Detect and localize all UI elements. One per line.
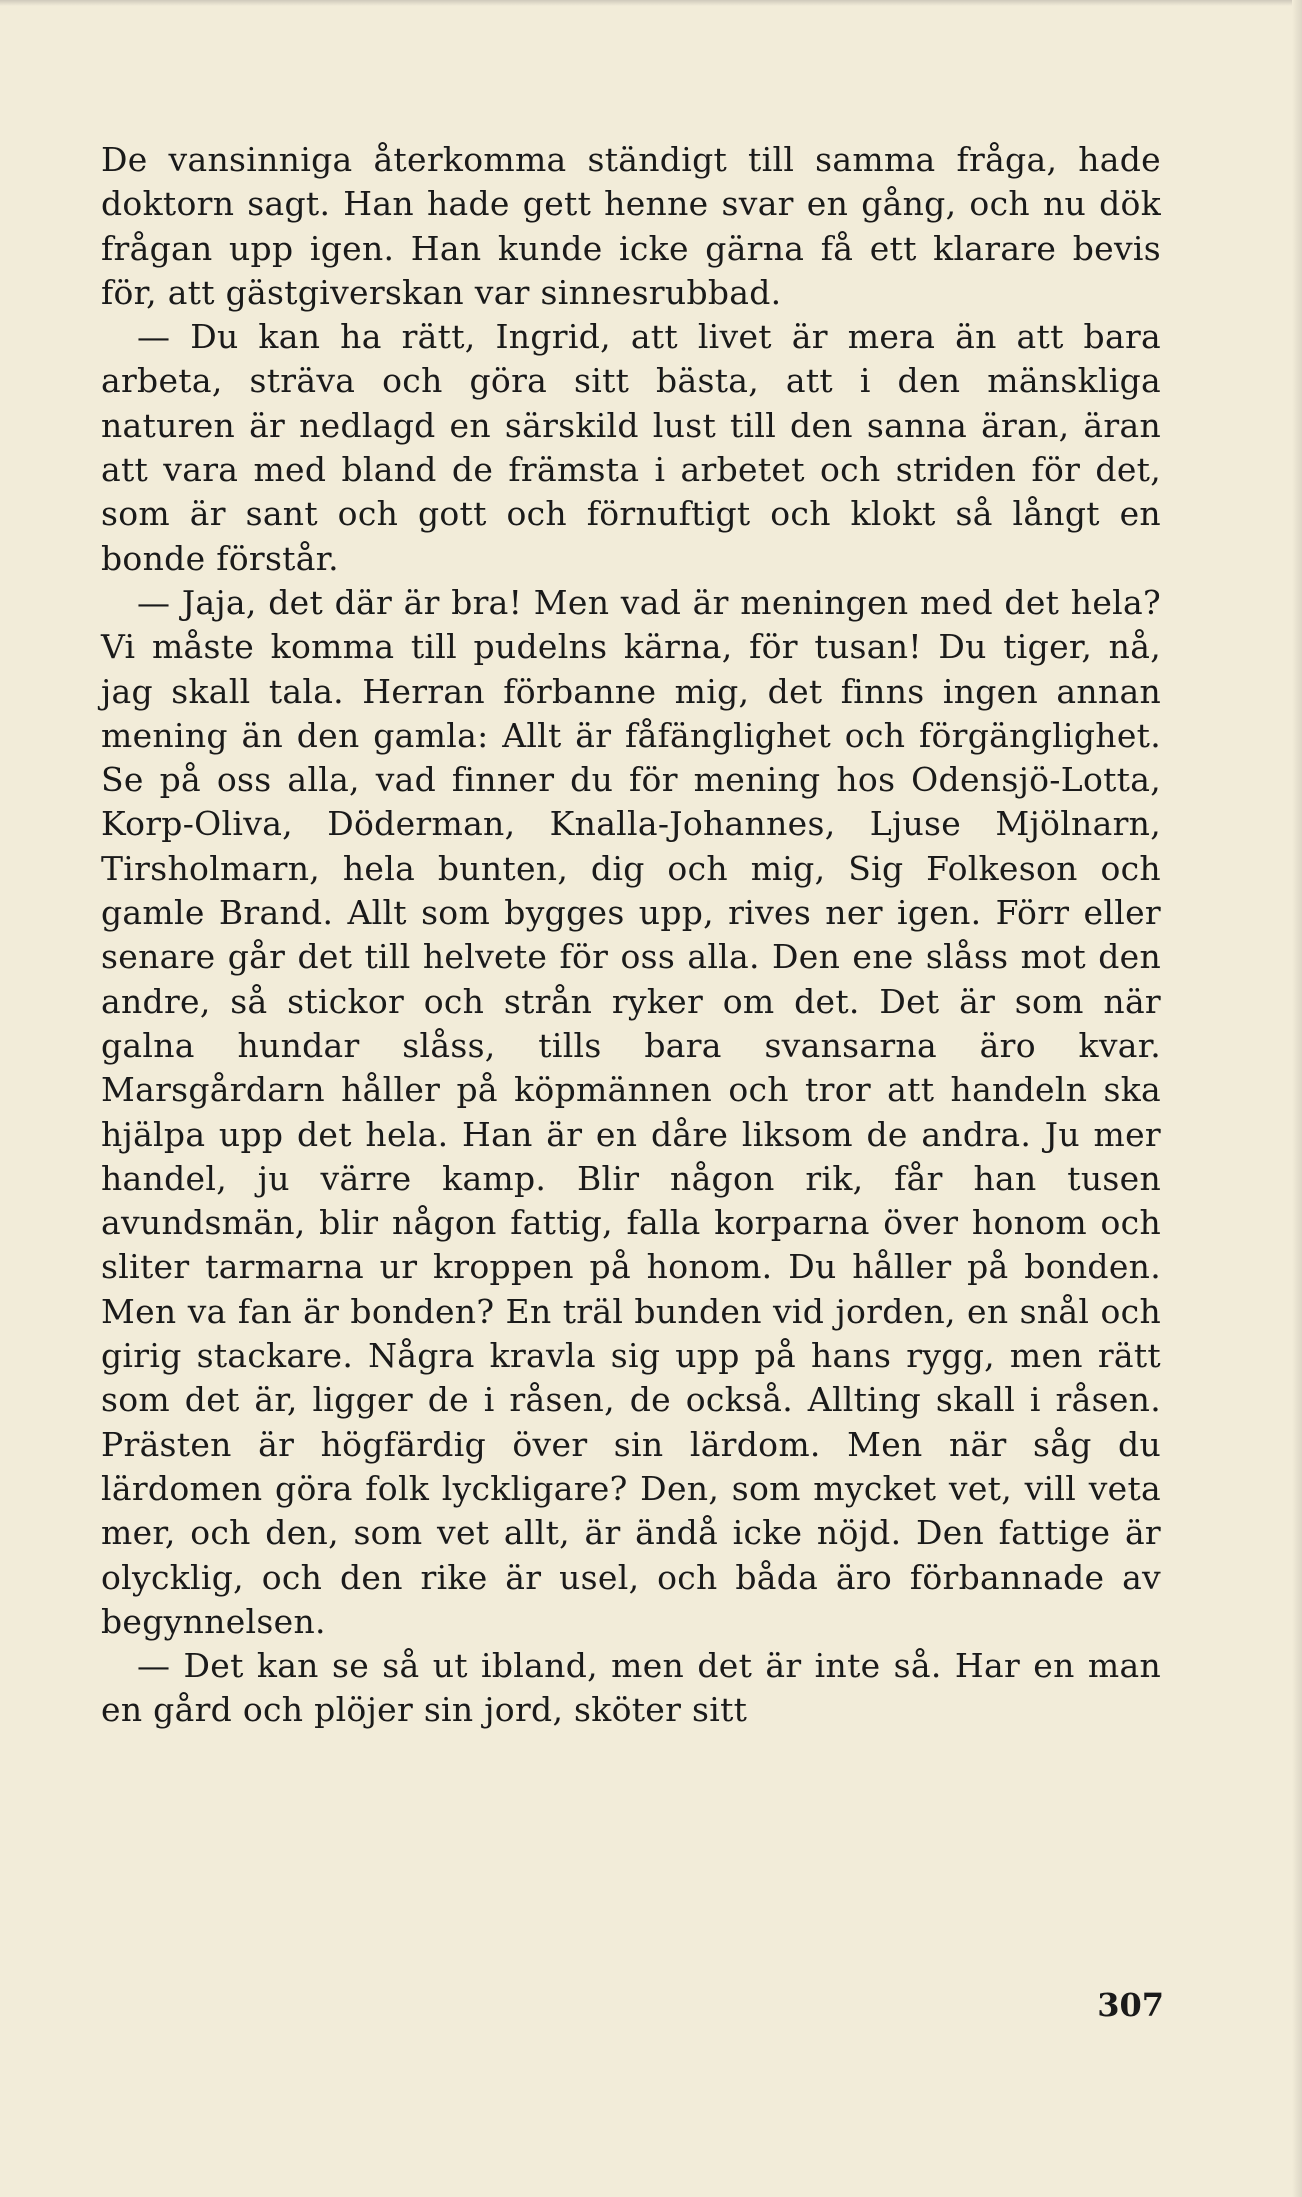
paragraph: — Det kan se så ut ibland, men det är inte så. Har en man en gård och plöjer sin jord, sköter sitt — [101, 1646, 1161, 1730]
paragraph: De vansinniga återkomma ständigt till samma fråga, hade doktorn sagt. Han hade gett henne svar en gång, och nu dök frågan upp igen. Han kunde icke gärna få ett klarare bevis för, att gästgiverskan var sinnesrubbad. — [101, 140, 1161, 312]
page-number: 307 — [1097, 1986, 1164, 2024]
page-right-edge — [1292, 0, 1302, 2197]
paragraph: — Du kan ha rätt, Ingrid, att livet är mera än att bara arbeta, sträva och göra sitt bästa, att i den mänskliga naturen är nedlagd en särskild lust till den sanna äran, äran att vara med bland de främsta i arbetet och striden för det, som är sant och gott och förnuftigt och klokt så långt en bonde förstår. — [101, 317, 1161, 578]
page-top-edge — [0, 0, 1302, 6]
paragraph: — Jaja, det där är bra! Men vad är meningen med det hela? Vi måste komma till pudelns kärna, för tusan! Du tiger, nå, jag skall tala. Herran förbanne mig, det finns ingen annan mening än den gamla: Allt är fåfänglighet och förgänglighet. Se på oss alla, vad finner du för mening hos Odensjö-Lotta, Korp-Oliva, Döderman, Knalla-Johannes, Ljuse Mjölnarn, Tirsholmarn, hela bunten, dig och mig, Sig Folkeson och gamle Brand. Allt som bygges upp, rives ner igen. Förr eller senare går det till helvete för oss alla. Den ene slåss mot den andre, så stickor och strån ryker om det. Det är som när galna hundar slåss, tills bara svansarna äro kvar. Marsgårdarn håller på köpmännen och tror att handeln ska hjälpa upp det hela. Han är en dåre liksom de andra. Ju mer handel, ju värre kamp. Blir någon rik, får han tusen avundsmän, blir någon fattig, falla korparna över honom och sliter tarmarna ur kroppen på honom. Du håller på bonden. Men va fan är bonden? En träl bunden vid jorden, en snål och girig stackare. Några kravla sig upp på hans rygg, men rätt som det är, ligger de i råsen, de också. Allting skall i råsen. Prästen är högfärdig över sin lärdom. Men när såg du lärdomen göra folk lyckligare? Den, som mycket vet, vill veta mer, och den, som vet allt, är ändå icke nöjd. Den fattige är olycklig, och den rike är usel, och båda äro förbannade av begynnelsen. — [101, 582, 1161, 1641]
body-text — [101, 138, 1161, 1733]
